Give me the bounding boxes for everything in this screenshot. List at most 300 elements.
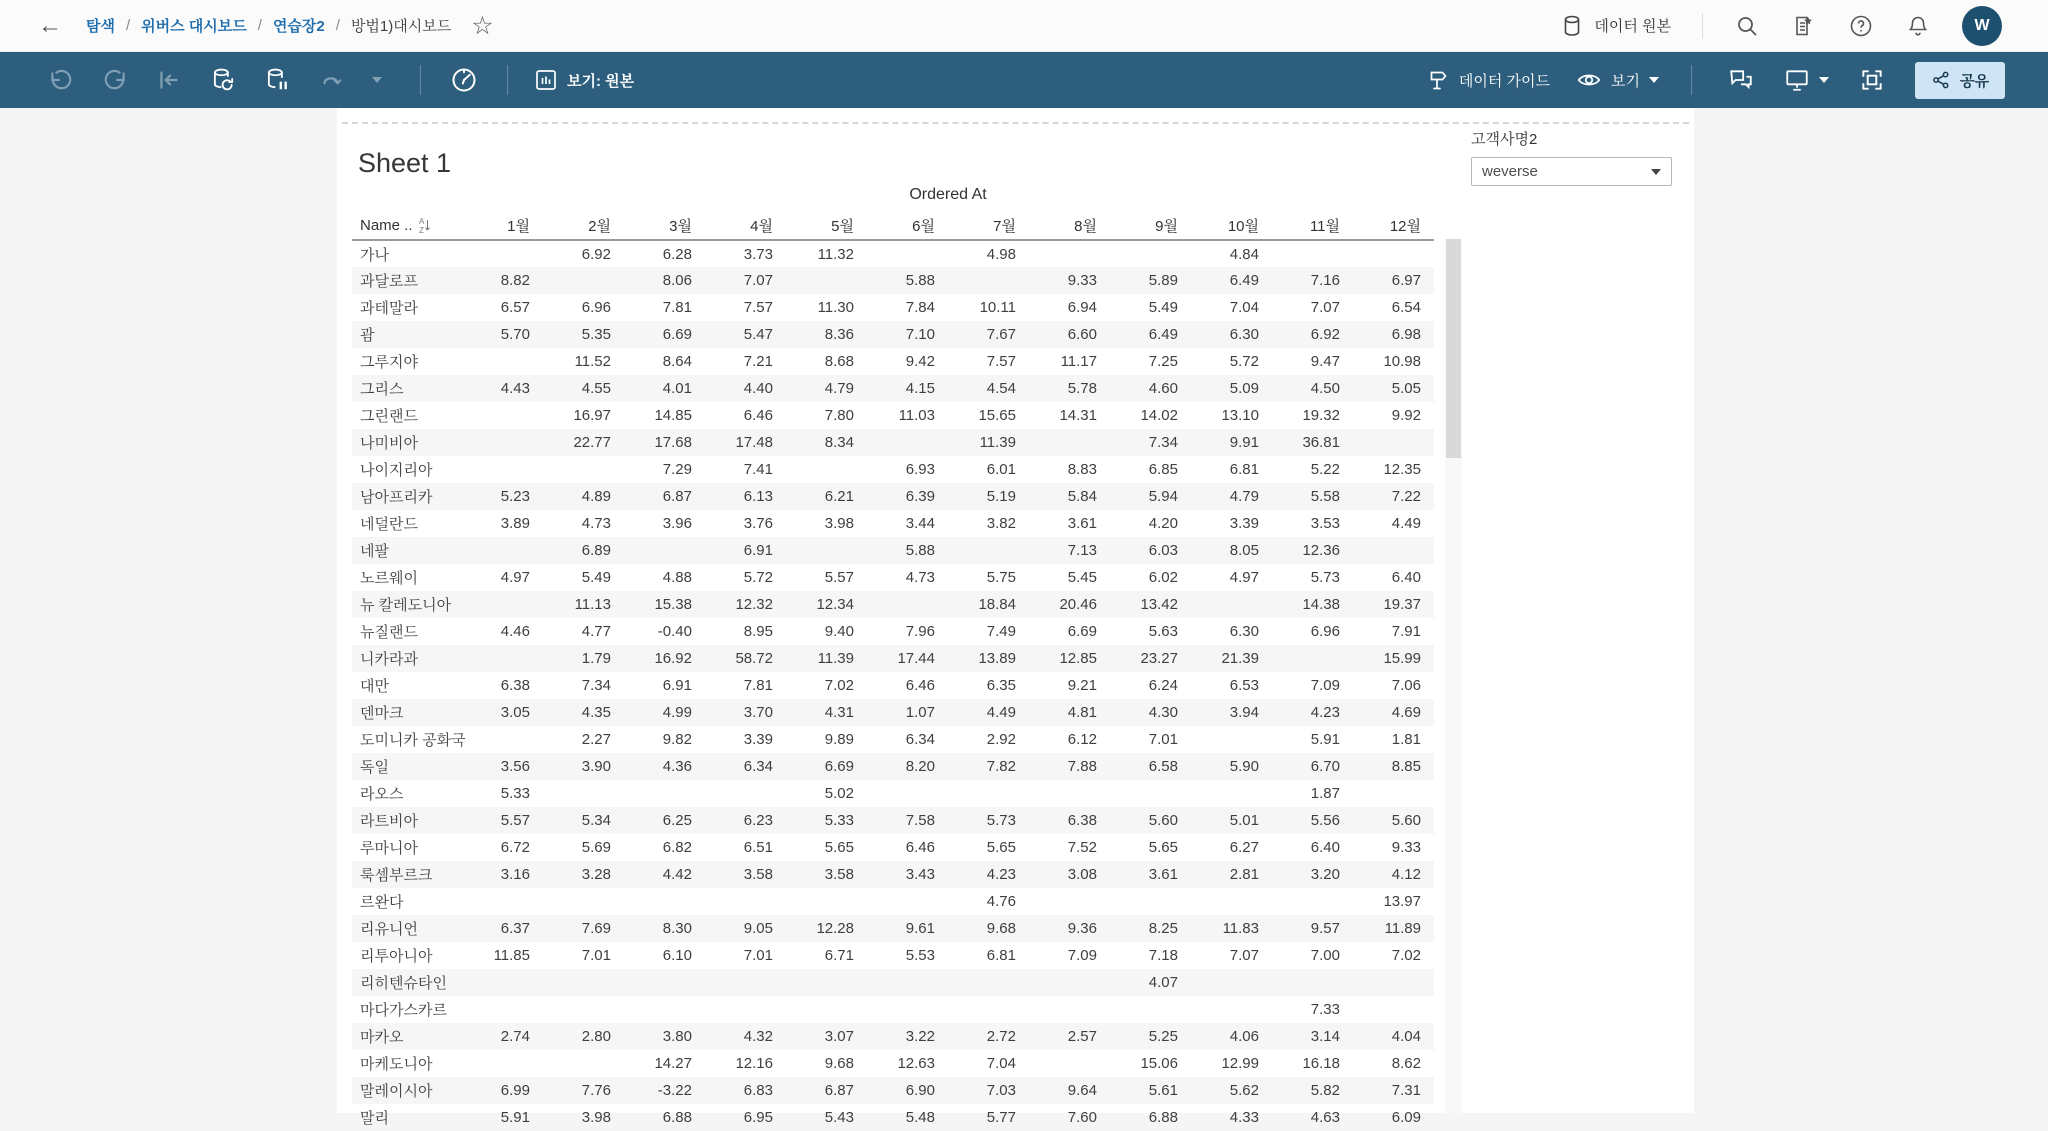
row-label[interactable]: 리유니언 <box>360 921 418 938</box>
value-cell[interactable]: 9.05 <box>743 920 773 937</box>
value-cell[interactable]: 1.79 <box>581 650 611 667</box>
value-cell[interactable]: 12.85 <box>1059 650 1097 667</box>
value-cell[interactable]: 9.33 <box>1067 272 1097 289</box>
value-cell[interactable]: 3.98 <box>581 1109 611 1126</box>
value-cell[interactable]: 7.41 <box>743 461 773 478</box>
value-cell[interactable]: 5.01 <box>1229 812 1259 829</box>
value-cell[interactable] <box>867 240 948 267</box>
value-cell[interactable]: 23.27 <box>1140 650 1178 667</box>
value-cell[interactable]: 6.10 <box>662 947 692 964</box>
value-cell[interactable]: 6.40 <box>1310 839 1340 856</box>
value-cell[interactable]: 6.24 <box>1148 677 1178 694</box>
value-cell[interactable]: 3.14 <box>1310 1028 1340 1045</box>
value-cell[interactable]: 4.49 <box>986 704 1016 721</box>
column-header-month[interactable]: 1월 <box>507 218 530 235</box>
value-cell[interactable]: 6.98 <box>1391 326 1421 343</box>
value-cell[interactable]: 4.84 <box>1229 245 1259 263</box>
value-cell[interactable]: 8.36 <box>824 326 854 343</box>
value-cell[interactable]: 5.53 <box>905 947 935 964</box>
value-cell[interactable]: 6.25 <box>662 812 692 829</box>
breadcrumb-workbook[interactable]: 연습장2 <box>272 18 325 35</box>
value-cell[interactable]: 7.88 <box>1067 758 1097 775</box>
row-label[interactable]: 말리 <box>360 1110 389 1127</box>
value-cell[interactable]: 11.39 <box>979 434 1016 451</box>
value-cell[interactable]: 5.91 <box>500 1109 530 1126</box>
column-header-month[interactable]: 7월 <box>993 218 1016 235</box>
value-cell[interactable]: 6.70 <box>1310 758 1340 775</box>
value-cell[interactable]: 7.81 <box>662 299 692 316</box>
value-cell[interactable] <box>786 996 867 1023</box>
value-cell[interactable]: 6.88 <box>662 1109 692 1126</box>
value-cell[interactable]: 7.80 <box>824 407 854 424</box>
value-cell[interactable]: 4.43 <box>500 380 530 397</box>
value-cell[interactable]: 5.57 <box>824 569 854 586</box>
value-cell[interactable] <box>1029 429 1110 456</box>
value-cell[interactable]: 7.57 <box>743 299 773 316</box>
value-cell[interactable]: 6.83 <box>743 1082 773 1099</box>
value-cell[interactable]: 4.77 <box>581 623 611 640</box>
value-cell[interactable]: 13.97 <box>1383 893 1421 910</box>
value-cell[interactable]: 9.82 <box>662 731 692 748</box>
value-cell[interactable] <box>462 537 543 564</box>
row-label[interactable]: 괌 <box>360 327 375 344</box>
value-cell[interactable]: 6.58 <box>1148 758 1178 775</box>
value-cell[interactable]: 7.22 <box>1391 488 1421 505</box>
value-cell[interactable]: 7.18 <box>1148 947 1178 964</box>
value-cell[interactable]: 16.92 <box>654 650 692 667</box>
value-cell[interactable]: 6.96 <box>1310 623 1340 640</box>
value-cell[interactable]: 6.38 <box>500 677 530 694</box>
value-cell[interactable]: 6.91 <box>743 542 773 559</box>
value-cell[interactable]: 5.56 <box>1310 812 1340 829</box>
value-cell[interactable]: 15.06 <box>1140 1055 1178 1072</box>
value-cell[interactable]: 5.77 <box>986 1109 1016 1126</box>
value-cell[interactable]: 5.70 <box>500 326 530 343</box>
value-cell[interactable]: 9.36 <box>1067 920 1097 937</box>
value-cell[interactable]: 12.35 <box>1383 461 1421 478</box>
value-cell[interactable]: 4.30 <box>1148 704 1178 721</box>
column-header-month[interactable]: 4월 <box>750 218 773 235</box>
value-cell[interactable]: 7.52 <box>1067 839 1097 856</box>
filter-dropdown[interactable] <box>1471 157 1672 186</box>
value-cell[interactable]: 7.21 <box>743 353 773 370</box>
column-header-month[interactable]: 2월 <box>588 218 611 235</box>
value-cell[interactable]: 14.27 <box>654 1055 692 1072</box>
value-cell[interactable] <box>543 969 624 996</box>
value-cell[interactable]: 7.02 <box>824 677 854 694</box>
value-cell[interactable]: 4.31 <box>824 704 854 721</box>
value-cell[interactable]: 3.89 <box>500 515 530 532</box>
value-cell[interactable]: 6.87 <box>662 488 692 505</box>
value-cell[interactable]: 6.12 <box>1067 731 1097 748</box>
value-cell[interactable]: -3.22 <box>657 1082 692 1099</box>
value-cell[interactable]: 4.42 <box>662 866 692 883</box>
value-cell[interactable]: 9.33 <box>1391 839 1421 856</box>
breadcrumb-explore[interactable]: 탐색 <box>86 18 115 35</box>
value-cell[interactable] <box>867 996 948 1023</box>
value-cell[interactable]: 5.02 <box>824 785 854 802</box>
value-cell[interactable] <box>867 591 948 618</box>
value-cell[interactable]: 4.32 <box>743 1028 773 1045</box>
column-header-month[interactable]: 9월 <box>1155 218 1178 235</box>
value-cell[interactable]: 1.07 <box>905 704 935 721</box>
value-cell[interactable]: 5.33 <box>500 785 530 802</box>
value-cell[interactable]: 5.49 <box>1148 299 1178 316</box>
value-cell[interactable]: 12.99 <box>1221 1055 1259 1072</box>
value-cell[interactable]: 2.74 <box>500 1028 530 1045</box>
value-cell[interactable]: 4.55 <box>581 380 611 397</box>
column-header-name[interactable] <box>352 212 462 240</box>
column-header-month[interactable]: 8월 <box>1074 218 1097 235</box>
value-cell[interactable]: 4.12 <box>1391 866 1421 883</box>
value-cell[interactable]: 5.88 <box>905 272 935 289</box>
value-cell[interactable]: 6.87 <box>824 1082 854 1099</box>
value-cell[interactable]: 5.69 <box>581 839 611 856</box>
value-cell[interactable]: 6.88 <box>1148 1109 1178 1126</box>
row-label[interactable]: 과테말라 <box>360 300 418 317</box>
value-cell[interactable] <box>624 996 705 1023</box>
sort-icon[interactable] <box>419 217 430 234</box>
value-cell[interactable]: 4.69 <box>1391 704 1421 721</box>
value-cell[interactable]: 4.60 <box>1148 380 1178 397</box>
value-cell[interactable]: 6.40 <box>1391 569 1421 586</box>
value-cell[interactable]: 6.90 <box>905 1082 935 1099</box>
value-cell[interactable] <box>543 267 624 294</box>
value-cell[interactable]: 36.81 <box>1302 434 1340 451</box>
value-cell[interactable]: 5.90 <box>1229 758 1259 775</box>
value-cell[interactable] <box>1191 969 1272 996</box>
value-cell[interactable]: 4.49 <box>1391 515 1421 532</box>
value-cell[interactable]: 6.92 <box>581 245 611 263</box>
value-cell[interactable]: 9.92 <box>1391 407 1421 424</box>
value-cell[interactable] <box>705 969 786 996</box>
row-label[interactable]: 가나 <box>360 246 389 264</box>
value-cell[interactable]: 11.85 <box>493 947 530 964</box>
value-cell[interactable]: 14.02 <box>1140 407 1178 424</box>
value-cell[interactable]: 9.68 <box>824 1055 854 1072</box>
value-cell[interactable]: 5.35 <box>581 326 611 343</box>
value-cell[interactable]: 4.79 <box>824 380 854 397</box>
value-cell[interactable]: 5.34 <box>581 812 611 829</box>
value-cell[interactable]: 1.87 <box>1310 785 1340 802</box>
value-cell[interactable]: 11.52 <box>574 353 611 370</box>
value-cell[interactable] <box>786 969 867 996</box>
redo-icon[interactable] <box>98 63 132 97</box>
value-cell[interactable]: 5.65 <box>986 839 1016 856</box>
value-cell[interactable]: 6.69 <box>662 326 692 343</box>
value-cell[interactable] <box>1191 780 1272 807</box>
value-cell[interactable]: 8.05 <box>1229 542 1259 559</box>
value-cell[interactable]: 3.58 <box>824 866 854 883</box>
value-cell[interactable]: 11.13 <box>574 596 611 613</box>
value-cell[interactable]: 6.27 <box>1229 839 1259 856</box>
value-cell[interactable] <box>1110 240 1191 267</box>
value-cell[interactable]: 9.42 <box>905 353 935 370</box>
value-cell[interactable]: 5.94 <box>1148 488 1178 505</box>
value-cell[interactable]: 6.23 <box>743 812 773 829</box>
value-cell[interactable]: 7.49 <box>986 623 1016 640</box>
value-cell[interactable]: 6.37 <box>500 920 530 937</box>
value-cell[interactable]: 5.09 <box>1229 380 1259 397</box>
column-header-month[interactable]: 11월 <box>1309 218 1340 235</box>
value-cell[interactable]: 20.46 <box>1059 596 1097 613</box>
value-cell[interactable]: 3.61 <box>1067 515 1097 532</box>
value-cell[interactable]: 6.93 <box>905 461 935 478</box>
value-cell[interactable] <box>1353 996 1434 1023</box>
value-cell[interactable]: 6.49 <box>1229 272 1259 289</box>
value-cell[interactable]: 4.73 <box>581 515 611 532</box>
comments-icon[interactable] <box>1724 63 1758 97</box>
value-cell[interactable]: 8.20 <box>905 758 935 775</box>
value-cell[interactable]: 7.84 <box>905 299 935 316</box>
column-header-month[interactable]: 10월 <box>1227 218 1259 235</box>
scrollbar-thumb[interactable] <box>1446 239 1461 458</box>
value-cell[interactable]: 4.36 <box>662 758 692 775</box>
row-label[interactable]: 나미비아 <box>360 435 418 452</box>
row-label[interactable]: 과달로프 <box>360 273 418 290</box>
value-cell[interactable]: 5.43 <box>824 1109 854 1126</box>
value-cell[interactable]: 7.09 <box>1067 947 1097 964</box>
value-cell[interactable]: 5.47 <box>743 326 773 343</box>
value-cell[interactable]: 7.76 <box>581 1082 611 1099</box>
value-cell[interactable]: 4.04 <box>1391 1028 1421 1045</box>
value-cell[interactable]: 19.37 <box>1383 596 1421 613</box>
value-cell[interactable]: 3.98 <box>824 515 854 532</box>
value-cell[interactable]: 5.19 <box>986 488 1016 505</box>
value-cell[interactable]: 3.94 <box>1229 704 1259 721</box>
value-cell[interactable]: 4.50 <box>1310 380 1340 397</box>
row-label[interactable]: 룩셈부르크 <box>360 867 433 884</box>
value-cell[interactable]: 6.54 <box>1391 299 1421 316</box>
value-cell[interactable]: 6.09 <box>1391 1109 1421 1126</box>
value-cell[interactable]: 4.01 <box>662 380 692 397</box>
value-cell[interactable] <box>543 996 624 1023</box>
row-label[interactable]: 노르웨이 <box>360 570 418 587</box>
value-cell[interactable] <box>705 888 786 915</box>
value-cell[interactable] <box>1029 240 1110 267</box>
value-cell[interactable] <box>867 780 948 807</box>
value-cell[interactable] <box>462 726 543 753</box>
value-cell[interactable]: 5.48 <box>905 1109 935 1126</box>
value-cell[interactable]: 12.34 <box>816 596 854 613</box>
value-cell[interactable]: 7.03 <box>986 1082 1016 1099</box>
row-label[interactable]: 마다가스카르 <box>360 1002 447 1019</box>
value-cell[interactable]: 6.69 <box>824 758 854 775</box>
value-cell[interactable]: 6.49 <box>1148 326 1178 343</box>
value-cell[interactable] <box>867 888 948 915</box>
value-cell[interactable]: 7.02 <box>1391 947 1421 964</box>
value-cell[interactable]: -0.40 <box>657 623 692 640</box>
breadcrumb-project[interactable]: 위버스 대시보드 <box>141 18 247 35</box>
user-avatar[interactable]: W <box>1962 6 2002 46</box>
value-cell[interactable]: 4.35 <box>581 704 611 721</box>
value-cell[interactable]: 7.67 <box>986 326 1016 343</box>
value-cell[interactable] <box>1191 996 1272 1023</box>
value-cell[interactable]: 4.15 <box>905 380 935 397</box>
value-cell[interactable]: 2.92 <box>986 731 1016 748</box>
value-cell[interactable] <box>786 456 867 483</box>
value-cell[interactable]: 8.06 <box>662 272 692 289</box>
value-cell[interactable]: 3.08 <box>1067 866 1097 883</box>
value-cell[interactable]: 3.20 <box>1310 866 1340 883</box>
value-cell[interactable]: 3.73 <box>743 245 773 263</box>
value-cell[interactable]: 11.03 <box>898 407 935 424</box>
value-cell[interactable] <box>624 537 705 564</box>
value-cell[interactable] <box>948 996 1029 1023</box>
value-cell[interactable]: 7.58 <box>905 812 935 829</box>
value-cell[interactable]: 4.33 <box>1229 1109 1259 1126</box>
value-cell[interactable] <box>867 429 948 456</box>
value-cell[interactable]: 5.58 <box>1310 488 1340 505</box>
value-cell[interactable]: 7.16 <box>1310 272 1340 289</box>
value-cell[interactable]: 17.48 <box>735 434 773 451</box>
value-cell[interactable]: 2.57 <box>1067 1028 1097 1045</box>
value-cell[interactable]: 6.81 <box>986 947 1016 964</box>
clock-icon[interactable] <box>447 63 481 97</box>
value-cell[interactable]: 6.46 <box>743 407 773 424</box>
value-cell[interactable]: 6.53 <box>1229 677 1259 694</box>
value-cell[interactable]: 6.34 <box>743 758 773 775</box>
value-cell[interactable]: 5.57 <box>500 812 530 829</box>
value-cell[interactable]: 5.62 <box>1229 1082 1259 1099</box>
value-cell[interactable]: 5.22 <box>1310 461 1340 478</box>
row-label[interactable]: 리투아니아 <box>360 948 433 965</box>
value-cell[interactable]: 4.76 <box>986 893 1016 910</box>
value-cell[interactable]: 9.47 <box>1310 353 1340 370</box>
value-cell[interactable] <box>1353 969 1434 996</box>
cycle-icon[interactable] <box>314 63 348 97</box>
value-cell[interactable]: 7.07 <box>743 272 773 289</box>
value-cell[interactable]: 11.39 <box>817 650 854 667</box>
value-cell[interactable]: 5.60 <box>1391 812 1421 829</box>
value-cell[interactable] <box>462 645 543 672</box>
value-cell[interactable] <box>1353 240 1434 267</box>
value-cell[interactable]: 1.81 <box>1391 731 1421 748</box>
value-cell[interactable]: 5.72 <box>743 569 773 586</box>
value-cell[interactable]: 13.42 <box>1140 596 1178 613</box>
row-label[interactable]: 나이지리아 <box>360 462 433 479</box>
value-cell[interactable]: 6.99 <box>500 1082 530 1099</box>
value-cell[interactable]: 6.85 <box>1148 461 1178 478</box>
row-label[interactable]: 도미니카 공화국 <box>360 732 466 749</box>
value-cell[interactable] <box>462 996 543 1023</box>
value-cell[interactable]: 6.72 <box>500 839 530 856</box>
value-cell[interactable]: 4.97 <box>500 569 530 586</box>
revert-icon[interactable] <box>152 63 186 97</box>
value-cell[interactable]: 9.61 <box>905 920 935 937</box>
value-cell[interactable]: 6.92 <box>1310 326 1340 343</box>
value-cell[interactable]: 7.04 <box>1229 299 1259 316</box>
value-cell[interactable]: 7.34 <box>581 677 611 694</box>
value-cell[interactable]: 5.33 <box>824 812 854 829</box>
value-cell[interactable] <box>1272 240 1353 267</box>
bell-icon[interactable] <box>1905 13 1931 39</box>
value-cell[interactable]: 7.06 <box>1391 677 1421 694</box>
value-cell[interactable]: 4.23 <box>986 866 1016 883</box>
value-cell[interactable] <box>462 402 543 429</box>
value-cell[interactable]: 4.98 <box>986 245 1016 263</box>
value-cell[interactable]: 7.09 <box>1310 677 1340 694</box>
value-cell[interactable] <box>1110 888 1191 915</box>
value-cell[interactable]: 7.01 <box>1148 731 1178 748</box>
value-cell[interactable]: 12.16 <box>735 1055 773 1072</box>
value-cell[interactable]: 6.60 <box>1067 326 1097 343</box>
row-label[interactable]: 네팔 <box>360 543 389 560</box>
search-icon[interactable] <box>1734 13 1760 39</box>
value-cell[interactable]: 3.39 <box>1229 515 1259 532</box>
value-cell[interactable]: 12.36 <box>1302 542 1340 559</box>
value-cell[interactable]: 6.81 <box>1229 461 1259 478</box>
value-cell[interactable] <box>624 888 705 915</box>
value-cell[interactable]: 19.32 <box>1302 407 1340 424</box>
value-cell[interactable] <box>1272 645 1353 672</box>
value-cell[interactable]: 5.84 <box>1067 488 1097 505</box>
value-cell[interactable]: 5.73 <box>1310 569 1340 586</box>
value-cell[interactable] <box>462 1050 543 1077</box>
value-cell[interactable]: 9.89 <box>824 731 854 748</box>
favorite-star-icon[interactable]: ☆ <box>471 11 494 40</box>
help-icon[interactable] <box>1848 13 1874 39</box>
value-cell[interactable]: 7.33 <box>1310 1001 1340 1018</box>
value-cell[interactable]: 7.81 <box>743 677 773 694</box>
row-label[interactable]: 라트비아 <box>360 813 418 830</box>
value-cell[interactable]: 8.25 <box>1148 920 1178 937</box>
value-cell[interactable]: 14.31 <box>1059 407 1097 424</box>
value-cell[interactable]: 6.30 <box>1229 326 1259 343</box>
value-cell[interactable]: 3.58 <box>743 866 773 883</box>
value-cell[interactable] <box>1029 1050 1110 1077</box>
value-cell[interactable] <box>462 240 543 267</box>
view-menu-button[interactable] <box>1576 67 1659 93</box>
value-cell[interactable]: 9.21 <box>1067 677 1097 694</box>
value-cell[interactable]: 9.68 <box>986 920 1016 937</box>
value-cell[interactable] <box>462 591 543 618</box>
value-cell[interactable]: 9.91 <box>1229 434 1259 451</box>
row-label[interactable]: 라오스 <box>360 786 404 803</box>
fullscreen-icon[interactable] <box>1855 63 1889 97</box>
value-cell[interactable]: 5.88 <box>905 542 935 559</box>
value-cell[interactable]: 3.07 <box>824 1028 854 1045</box>
value-cell[interactable]: 6.21 <box>824 488 854 505</box>
value-cell[interactable]: 9.64 <box>1067 1082 1097 1099</box>
value-cell[interactable]: 3.39 <box>743 731 773 748</box>
value-cell[interactable] <box>462 969 543 996</box>
value-cell[interactable]: 6.46 <box>905 839 935 856</box>
value-cell[interactable] <box>1029 969 1110 996</box>
value-cell[interactable]: 7.13 <box>1067 542 1097 559</box>
value-cell[interactable]: 7.01 <box>581 947 611 964</box>
value-cell[interactable]: 6.97 <box>1391 272 1421 289</box>
value-cell[interactable]: 7.25 <box>1148 353 1178 370</box>
value-cell[interactable]: 4.40 <box>743 380 773 397</box>
value-cell[interactable] <box>1353 537 1434 564</box>
value-cell[interactable]: 3.56 <box>500 758 530 775</box>
value-cell[interactable] <box>624 780 705 807</box>
value-cell[interactable] <box>1110 780 1191 807</box>
present-button[interactable] <box>1784 67 1829 93</box>
value-cell[interactable]: 2.72 <box>986 1028 1016 1045</box>
value-cell[interactable] <box>1110 996 1191 1023</box>
value-cell[interactable]: 5.78 <box>1067 380 1097 397</box>
value-cell[interactable] <box>1029 888 1110 915</box>
value-cell[interactable] <box>1191 591 1272 618</box>
value-cell[interactable] <box>543 888 624 915</box>
value-cell[interactable]: 7.82 <box>986 758 1016 775</box>
value-cell[interactable]: 14.85 <box>654 407 692 424</box>
value-cell[interactable]: 12.32 <box>735 596 773 613</box>
value-cell[interactable]: 6.91 <box>662 677 692 694</box>
row-label[interactable]: 르완다 <box>360 894 404 911</box>
